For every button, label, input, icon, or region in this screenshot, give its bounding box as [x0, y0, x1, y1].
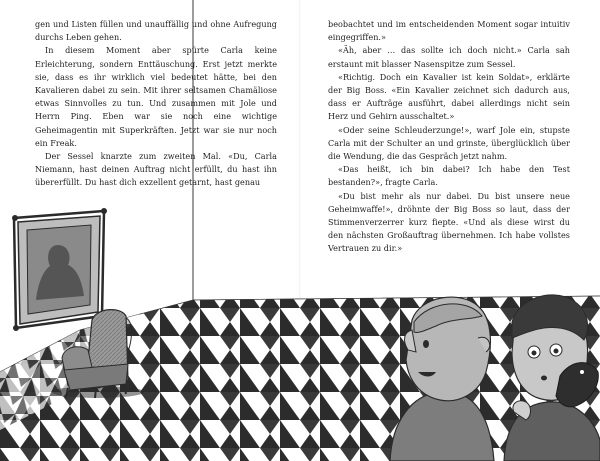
armchair: [52, 310, 144, 398]
paragraph: «Du bist mehr als nur dabei. Du bist unsere neue Geheimwaffe!», dröhnte der Big Boss so laut, dass der Stimmenverzerrer kurz fiepte. «Und als diese wirst du den nächsten Großauftrag übernehmen. Ich habe vollstes Vertrauen zu dir.»: [328, 190, 570, 254]
paragraph: «Äh, aber … das sollte ich doch nicht.» Carla sah erstaunt mit blasser Nasenspitze zum Sessel.: [328, 45, 570, 69]
paragraph: Der Sessel knarzte zum zweiten Mal. «Du, Carla Niemann, hast deinen Auftrag nicht erfüllt, du hast ihn übererfüllt. Du hast dich exzellent getarnt, hast genau: [35, 151, 277, 188]
paragraph: beobachtet und im entscheidenden Moment sogar intuitiv eingegriffen.»: [328, 19, 570, 43]
character-girl: [390, 297, 494, 461]
paragraph: gen und Listen füllen und unauffällig und ohne Aufregung durchs Leben gehen.: [35, 19, 277, 43]
right-page-text: [328, 18, 570, 256]
page-gutter: [299, 0, 301, 461]
paragraph: «Das heißt, ich bin dabei? Ich habe den Test bestanden?», fragte Carla.: [328, 164, 570, 188]
paragraph: In diesem Moment aber spürte Carla keine Erleichterung, sondern Enttäuschung. Erst jetzt merkte sie, dass es ihr wirklich viel bedeutet hätte, bei den Kavalieren dabei zu sein. Mit ihrer seltsamen Chamäliose etwas Sinnvolles zu tun. Und zusammen mit Jole und Herrn Ping. Eben war sie noch eine wichtige Geheimagentin mit Superkräften. Jetzt war sie nur noch ein Freak.: [35, 45, 277, 148]
framed-portrait: [12, 208, 107, 331]
character-boy: [504, 295, 600, 461]
left-page-text: [35, 18, 277, 190]
paragraph: «Richtig. Doch ein Kavalier ist kein Soldat», erklärte der Big Boss. «Ein Kavalier zeichnet sich dadurch aus, dass er Aufträge ausführt, dabei allerdings nicht sein Herz und Gehirn ausschaltet.»: [328, 71, 570, 122]
paragraph: «Oder seine Schleuderzunge!», warf Jole ein, stupste Carla mit der Schulter an und grinste, überglücklich über die Wendung, die das Gespräch jetzt nahm.: [328, 124, 570, 162]
